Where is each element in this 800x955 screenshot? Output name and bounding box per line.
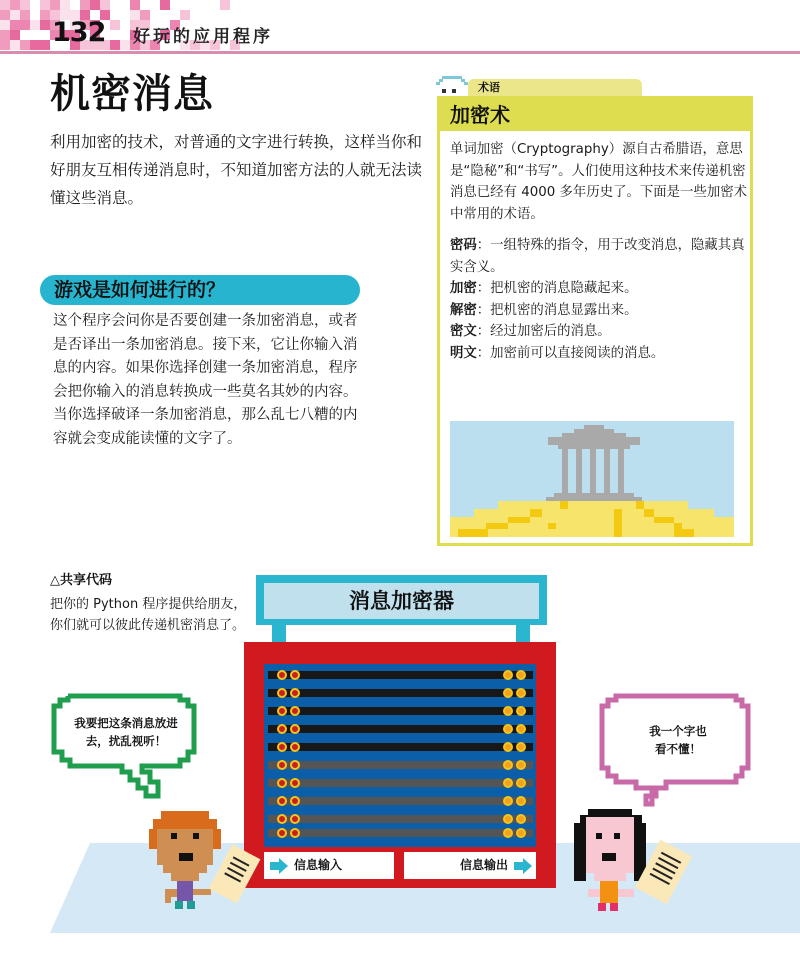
glossary-tab-label: 术语 xyxy=(478,81,500,94)
machine-slot xyxy=(268,671,533,679)
indicator-light xyxy=(503,706,513,716)
indicator-light xyxy=(290,828,300,838)
indicator-light xyxy=(290,742,300,752)
boy-character xyxy=(145,805,265,920)
machine-slot xyxy=(268,761,533,769)
speech-left-line: 我要把这条消息放进 xyxy=(74,716,178,730)
intro-paragraph: 利用加密的技术，对普通的文字进行转换，这样当你和好朋友互相传递消息时，不知道加密方法的人就无法读懂这些消息。 xyxy=(50,133,423,207)
glossary-title: 加密术 xyxy=(450,103,510,127)
girl-character xyxy=(570,805,700,920)
machine-sign xyxy=(256,575,547,625)
machine-slot xyxy=(268,815,533,823)
indicator-light xyxy=(290,814,300,824)
machine-slot xyxy=(268,829,533,837)
indicator-light xyxy=(290,670,300,680)
message-output-label: 信息输出 xyxy=(460,858,509,872)
indicator-light xyxy=(516,670,526,680)
glossary-box xyxy=(437,96,753,546)
indicator-light xyxy=(277,742,287,752)
indicator-light xyxy=(277,688,287,698)
glossary-item: 加密：把机密的消息隐藏起来。 xyxy=(450,281,638,296)
glossary-item: 密文：经过加密后的消息。 xyxy=(450,324,611,339)
speech-left-line: 去，扰乱视听！ xyxy=(85,734,167,748)
indicator-light xyxy=(290,688,300,698)
indicator-light xyxy=(516,778,526,788)
share-code-title: △共享代码 xyxy=(50,573,112,588)
machine-slot xyxy=(268,797,533,805)
term-definition: 加密前可以直接阅读的消息。 xyxy=(490,345,665,361)
robot-face-icon xyxy=(436,74,468,96)
header-divider xyxy=(0,51,800,54)
term-definition: 一组特殊的指令，用于改变消息，隐藏其真实含义。 xyxy=(450,238,745,275)
message-output-button[interactable] xyxy=(404,852,536,879)
term-name: 密文 xyxy=(450,324,477,339)
indicator-light xyxy=(290,760,300,770)
share-code-body: 把你的 Python 程序提供给朋友，你们就可以彼此传递机密消息了。 xyxy=(50,597,247,633)
indicator-light xyxy=(503,688,513,698)
how-it-works-title: 游戏是如何进行的？ xyxy=(54,279,226,301)
how-it-works-heading xyxy=(40,275,360,305)
indicator-light xyxy=(277,828,287,838)
message-input-label: 信息输入 xyxy=(294,858,343,872)
indicator-light xyxy=(277,760,287,770)
indicator-light xyxy=(503,724,513,734)
indicator-light xyxy=(516,706,526,716)
term-definition: 把机密的消息隐藏起来。 xyxy=(490,281,638,296)
term-name: 明文 xyxy=(450,345,477,361)
term-definition: 经过加密后的消息。 xyxy=(490,324,611,339)
indicator-light xyxy=(503,796,513,806)
indicator-light xyxy=(290,778,300,788)
machine-slot xyxy=(268,743,533,751)
machine-slot xyxy=(268,707,533,715)
sign-post-left xyxy=(272,625,286,643)
speech-right-line: 我一个字也 xyxy=(649,724,707,738)
message-input-button[interactable] xyxy=(264,852,394,879)
indicator-light xyxy=(516,814,526,824)
arrow-right-icon xyxy=(270,858,288,874)
indicator-light xyxy=(503,742,513,752)
indicator-light xyxy=(516,742,526,752)
indicator-light xyxy=(290,796,300,806)
term-name: 加密 xyxy=(450,281,477,296)
machine-sign-label: 消息加密器 xyxy=(349,589,454,613)
indicator-light xyxy=(290,724,300,734)
indicator-light xyxy=(516,828,526,838)
machine-slot xyxy=(268,689,533,697)
indicator-light xyxy=(516,724,526,734)
machine-slot xyxy=(268,779,533,787)
glossary-intro: 单词加密（Cryptography）源自古希腊语，意思是“隐秘”和“书写”。人们使用这种技术来传递机密消息已经有 4000 多年历史了。下面是一些加密术中常用的术语。 xyxy=(450,142,748,222)
how-it-works-body: 这个程序会问你是否要创建一条加密消息，或者是否译出一条加密消息。接下来，它让你输入消息的内容。如果你选择创建一条加密消息，程序会把你输入的消息转换成一些莫名其妙的内容。当你选择破译一条加密消息，那么乱七八糟的内容就会变成能读懂的文字了。 xyxy=(53,313,358,447)
indicator-light xyxy=(503,814,513,824)
glossary-item: 密码：一组特殊的指令，用于改变消息，隐藏其真实含义。 xyxy=(450,238,745,275)
speech-bubble-left xyxy=(50,692,210,812)
indicator-light xyxy=(277,670,287,680)
speech-bubble-right xyxy=(596,692,756,812)
indicator-light xyxy=(277,724,287,734)
page-number: 132 xyxy=(52,17,106,48)
glossary-item: 解密：把机密的消息显露出来。 xyxy=(450,302,638,318)
indicator-light xyxy=(516,796,526,806)
indicator-light xyxy=(290,706,300,716)
glossary-heading xyxy=(440,99,750,131)
speech-right-line: 看不懂！ xyxy=(655,742,701,756)
indicator-light xyxy=(277,706,287,716)
arrow-right-icon xyxy=(514,858,532,874)
glossary-tab xyxy=(468,79,642,97)
indicator-light xyxy=(277,796,287,806)
indicator-light xyxy=(516,760,526,770)
indicator-light xyxy=(503,828,513,838)
term-definition: 把机密的消息显露出来。 xyxy=(490,302,638,318)
indicator-light xyxy=(503,670,513,680)
sign-post-right xyxy=(516,625,530,643)
machine-slot xyxy=(268,725,533,733)
glossary-item: 明文：加密前可以直接阅读的消息。 xyxy=(450,345,665,361)
indicator-light xyxy=(516,688,526,698)
indicator-light xyxy=(503,760,513,770)
acropolis-illustration xyxy=(450,421,734,537)
page-title: 机密消息 xyxy=(50,71,214,117)
section-name: 好玩的应用程序 xyxy=(133,27,273,47)
page-header xyxy=(0,0,800,52)
glossary-term-list xyxy=(450,235,748,364)
term-name: 密码 xyxy=(450,238,477,253)
indicator-light xyxy=(277,814,287,824)
term-name: 解密 xyxy=(450,302,477,318)
indicator-light xyxy=(503,778,513,788)
indicator-light xyxy=(277,778,287,788)
